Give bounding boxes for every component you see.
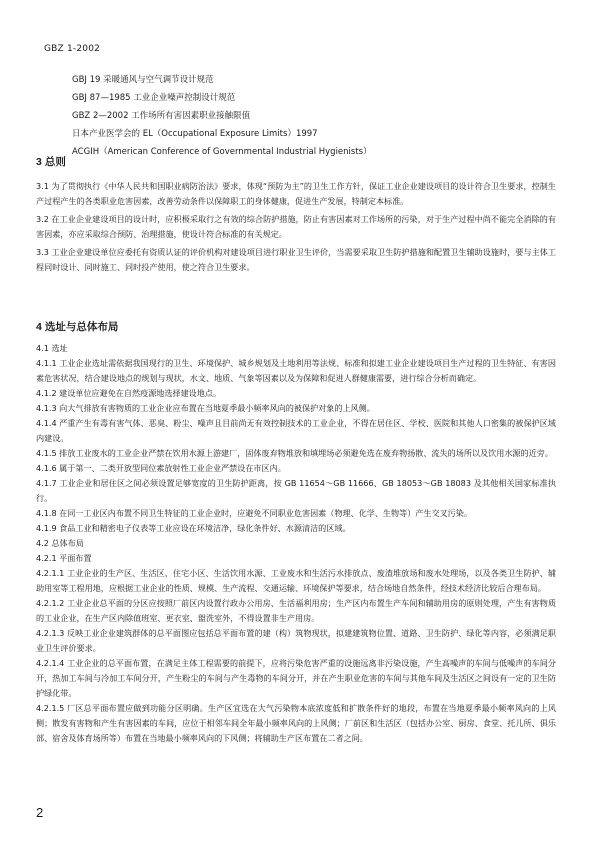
section-3-body [36,179,556,275]
section-3-heading [36,154,66,169]
clause-4-2-1-4: 4.2.1.4 工业企业的总平面布置，在满足主体工程需要的前提下，应将污染危害严重的设施远离非污染设施，产生高噪声的车间与低噪声的车间分开，热加工车间与冷加工车间分开，产生粉尘的车间与产生毒物的车间分开，并在产生职业危害的车间与其他车间及生活区之间设有一定的卫生防护绿化带。 [36,658,556,698]
clause-4-1-1: 4.1.1 工业企业选址需依据我国现行的卫生、环境保护、城乡规划及土地利用等法规、标准和拟建工业企业建设项目生产过程的卫生特征、有害因素危害状况，结合建设地点的规划与现状，水文、地质、气象等因素以及为保障和促进人群健康需要，进行综合分析而确定。 [36,358,556,383]
clause-4-1-5: 4.1.5 排放工业废水的工业企业严禁在饮用水源上游建厂，固体废弃物堆放和填埋场必须避免选在废弃物扬散、流失的场所以及饮用水源的近旁。 [36,448,553,458]
clause-4-1: 4.1 选址 [36,343,68,353]
reference-item: GBZ 2—2002 工作场所有害因素职业接触限值 [72,111,251,121]
section-title: 选址与总体布局 [44,321,119,333]
reference-item: GBJ 19 采暖通风与空气调节设计规范 [72,75,214,85]
clause-4-1-7: 4.1.7 工业企业和居住区之间必须设置足够宽度的卫生防护距离，按 GB 11654～GB 11666、GB 18053～GB 18083 及其他相关国家标准执行。 [36,478,556,503]
clause-4-2-1: 4.2.1 平面布置 [36,553,92,563]
clause-4-1-4: 4.1.4 严重产生有毒有害气体、恶臭、粉尘、噪声且目前尚无有效控制技术的工业企业，不得在居住区、学校、医院和其他人口密集的被保护区域内建设。 [36,418,556,443]
clause-4-1-6: 4.1.6 属于第一、二类开放型同位素放射性工业企业严禁设在市区内。 [36,463,286,473]
clause-4-1-9: 4.1.9 食品工业和精密电子仪表等工业应设在环境洁净，绿化条件好、水源清洁的区域。 [36,523,351,533]
reference-list [72,71,552,161]
page-number: 2 [36,805,44,820]
document-code: GBZ 1-2002 [44,44,101,54]
reference-item: ACGIH（American Conference of Governmental Industrial Hygienists） [72,147,372,157]
clause-4-2-1-1: 4.2.1.1 工业企业的生产区、生活区，住宅小区、生活饮用水源、工业废水和生活污水排放点、废渣堆放场和废水处理场，以及各类卫生防护、辅助用室等工程用地，应根据工业企业的性质、规模、生产流程、交通运输、环境保护等要求，结合场地自然条件，经技术经济比较后合理布局。 [36,568,556,593]
clause-4-1-2: 4.1.2 建设单位应避免在自然疫源地选择建设地点。 [36,388,222,398]
clause-4-2-1-3: 4.2.1.3 反映工业企业建筑群体的总平面图应包括总平面布置的建（构）筑物现状，拟建建筑物位置、道路、卫生防护、绿化等内容，必须满足职业卫生评价要求。 [36,628,556,653]
reference-item: GBJ 87—1985 工业企业噪声控制设计规范 [72,93,236,103]
section-number: 4 [36,321,42,333]
reference-item: 日本产业医学会的 EL（Occupational Exposure Limits）1997 [72,129,318,139]
clause-3-1: 3.1 为了贯彻执行《中华人民共和国职业病防治法》要求，体现“预防为主”的卫生工作方针，保证工业企业建设项目的设计符合卫生要求，控制生产过程产生的各类职业危害因素，改善劳动条件以保障职工的身体健康，促进生产发展，特制定本标准。 [36,181,556,206]
section-title: 总则 [44,156,66,168]
clause-4-1-3: 4.1.3 向大气排放有害物质的工业企业应布置在当地夏季最小频率风向的被保护对象的上风侧。 [36,403,375,413]
clause-3-3: 3.3 工业企业建设单位应委托有资质认证的评价机构对建设项目进行职业卫生评价，当需要采取卫生防护措施和配置卫生辅助设施时，要与主体工程同时设计、同时施工、同时投产使用，使之符合卫生要求。 [36,247,556,272]
clause-4-2-1-5: 4.2.1.5 厂区总平面布置应做到功能分区明确。生产区宜选在大气污染物本底浓度低和扩散条件好的地段，布置在当地夏季最小频率风向的上风侧；散发有害物和产生有害因素的车间，应位于相邻车间全年最小频率风向的上风侧；厂前区和生活区（包括办公室、厨房、食堂、托儿所、俱乐部、宿舍及体育场所等）布置在当地最小频率风向的下风侧；将辅助生产区布置在二者之间。 [36,703,556,743]
section-number: 3 [36,156,42,168]
section-4-heading [36,319,118,334]
clause-4-2-1-2: 4.2.1.2 工业企业总平面的分区应按照厂前区内设置行政办公用房、生活福利用房；生产区内布置生产车间和辅助用房的原则处理，产生有害物质的工业企业，在生产区内除值班室、更衣室、盥洗室外，不得设置非生产用房。 [36,598,556,623]
clause-4-1-8: 4.1.8 在同一工业区内布置不同卫生特征的工业企业时，应避免不同职业危害因素（物理、化学、生物等）产生交叉污染。 [36,508,472,518]
section-4-body [36,341,556,746]
clause-4-2: 4.2 总体布局 [36,538,84,548]
clause-3-2: 3.2 在工业企业建设项目的设计时，应积极采取行之有效的综合防护措施，防止有害因素对工作场所的污染，对于生产过程中尚不能完全消除的有害因素，亦应采取综合预防、治理措施，使设计符合标准的有关规定。 [36,214,556,239]
